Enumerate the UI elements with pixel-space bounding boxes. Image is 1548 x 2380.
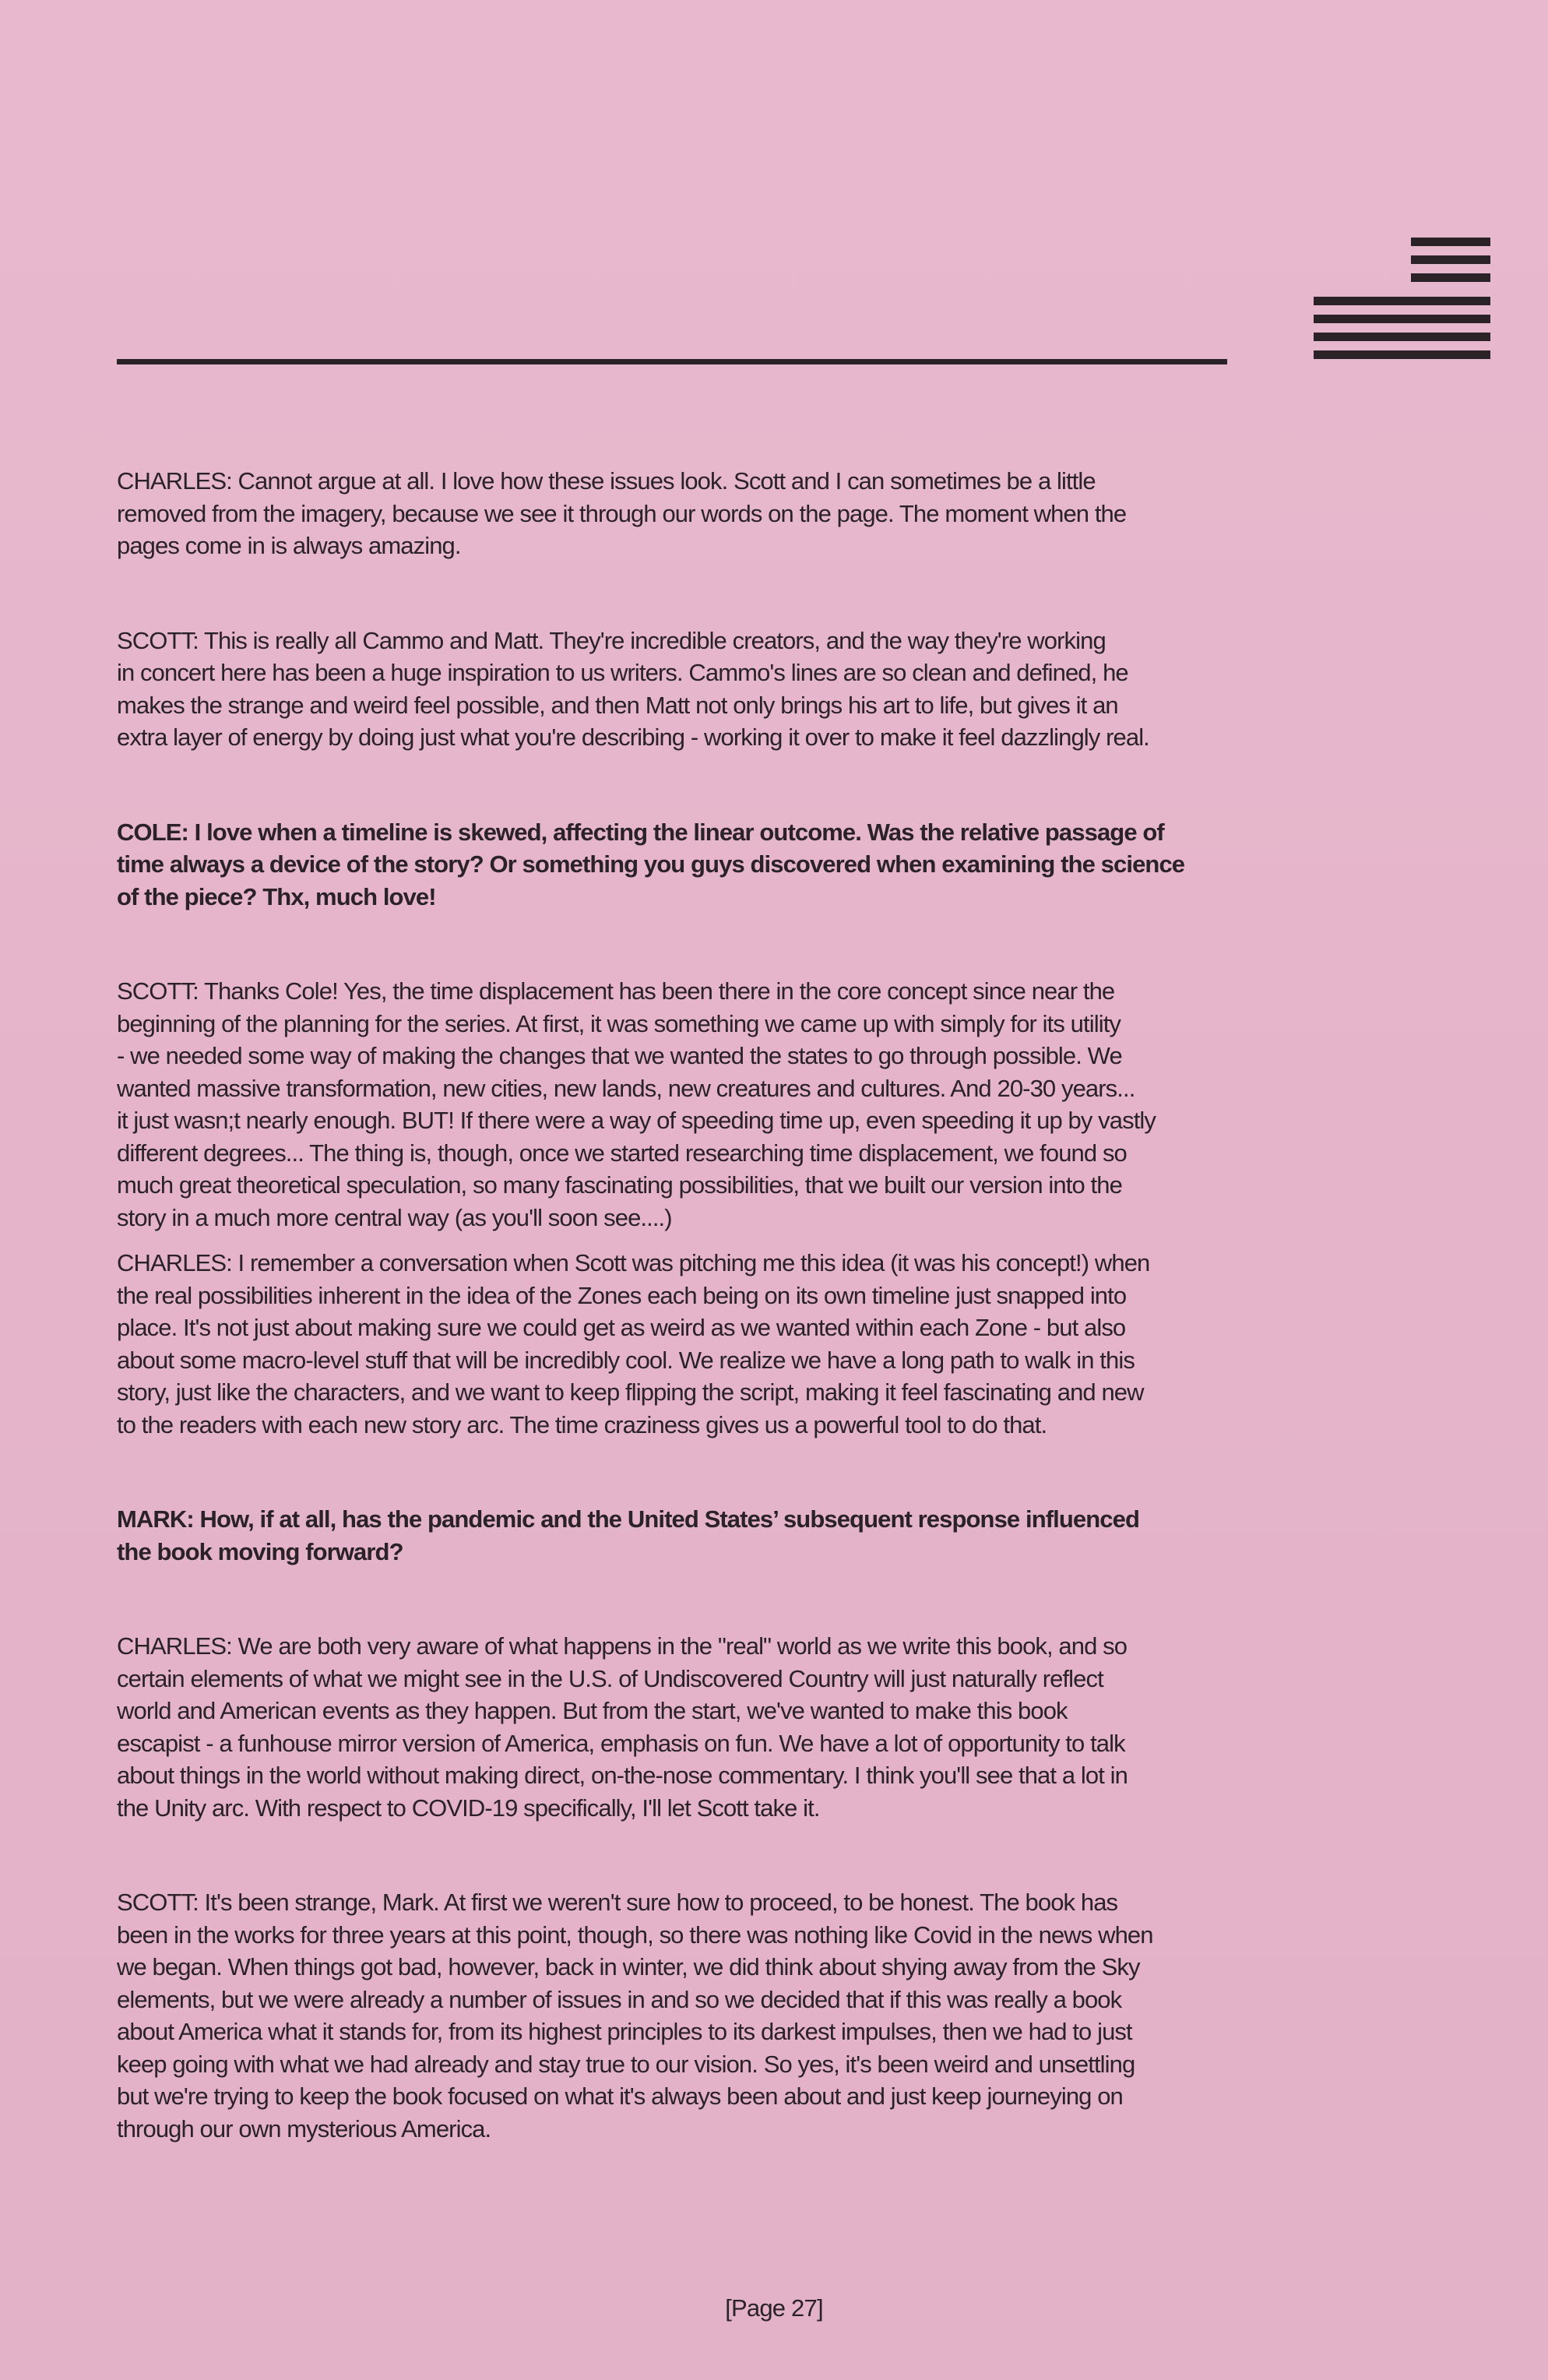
question-paragraph: COLE: I love when a timeline is skewed, affecting the linear outcome. Was the relative passage of time always a device of the story? Or something you guys discovered when examining the science of the piece? Thx, much love! (117, 818, 1185, 910)
flag-stripe (1314, 297, 1490, 305)
answer-paragraph: SCOTT: It's been strange, Mark. At first we weren't sure how to proceed, to be honest. The book has been in the works for three years at this point, though, so there was nothing like Covid in the news when we began. When things got bad, however, back in winter, we did think about shying away from the Sky elements, but we were already a number of issues in and so we decided that if this was really a book about America what it stands for, from its highest principles to its darkest impulses, then we had to just keep going with what we had already and stay true to our vision. So yes, it's been weird and unsettling but we're trying to keep the book focused on what it's always been about and just keep journeying on through our own mysterious America. (117, 1889, 1153, 2142)
flag-stripe (1314, 333, 1490, 341)
header-rule (117, 359, 1227, 364)
flag-stripe (1411, 238, 1490, 246)
answer-paragraph: SCOTT: Thanks Cole! Yes, the time displacement has been there in the core concept since near the beginning of the planning for the series. At first, it was something we came up with simply for its utility - we needed some way of making the changes that we wanted the states to go through possible. We wanted massive transformation, new cities, new lands, new creatures and cultures. And 20-30 years... it just wasn;t nearly enough. BUT! If there were a way of speeding time up, even speeding it up by vastly different degrees... The thing is, though, once we started researching time displacement, we found so much great theoretical speculation, so many fascinating possibilities, that we built our version into the story in a much more central way (as you'll soon see....) (117, 977, 1156, 1231)
flag-stripe (1314, 315, 1490, 323)
interview-body (117, 465, 1230, 2145)
page-number: [Page 27] (725, 2294, 823, 2322)
answer-paragraph: CHARLES: I remember a conversation when Scott was pitching me this idea (it was his concept!) when the real possibilities inherent in the idea of the Zones each being on its own timeline just snapped into place. It's not just about making sure we could get as weird as we wanted within each Zone - but also about some macro-level stuff that will be incredibly cool. We realize we have a long path to walk in this story, just like the characters, and we want to keep flipping the script, making it feel fascinating and new to the readers with each new story arc. The time craziness gives us a powerful tool to do that. (117, 1249, 1150, 1438)
flag-stripe (1411, 255, 1490, 264)
question-paragraph: MARK: How, if at all, has the pandemic and the United States’ subsequent response influenced the book moving forward? (117, 1505, 1140, 1565)
answer-paragraph: CHARLES: Cannot argue at all. I love how these issues look. Scott and I can sometimes be a little removed from the imagery, because we see it through our words on the page. The moment when the pages come in is always amazing. (117, 467, 1127, 559)
flag-stripe (1411, 273, 1490, 282)
answer-paragraph: SCOTT: This is really all Cammo and Matt. They're incredible creators, and the way they're working in concert here has been a huge inspiration to us writers. Cammo's lines are so clean and defined, he makes the strange and weird feel possible, and then Matt not only brings his art to life, but gives it an extra layer of energy by doing just what you're describing - working it over to make it feel dazzlingly real. (117, 626, 1149, 751)
answer-paragraph: CHARLES: We are both very aware of what happens in the "real" world as we write this book, and so certain elements of what we might see in the U.S. of Undiscovered Country will just naturally reflect world and American events as they happen. But from the start, we've wanted to make this book escapist - a funhouse mirror version of America, emphasis on fun. We have a lot of opportunity to talk about things in the world without making direct, on-the-nose commentary. I think you'll see that a lot in the Unity arc. With respect to COVID-19 specifically, I'll let Scott take it. (117, 1632, 1128, 1822)
flag-stripe (1314, 350, 1490, 359)
